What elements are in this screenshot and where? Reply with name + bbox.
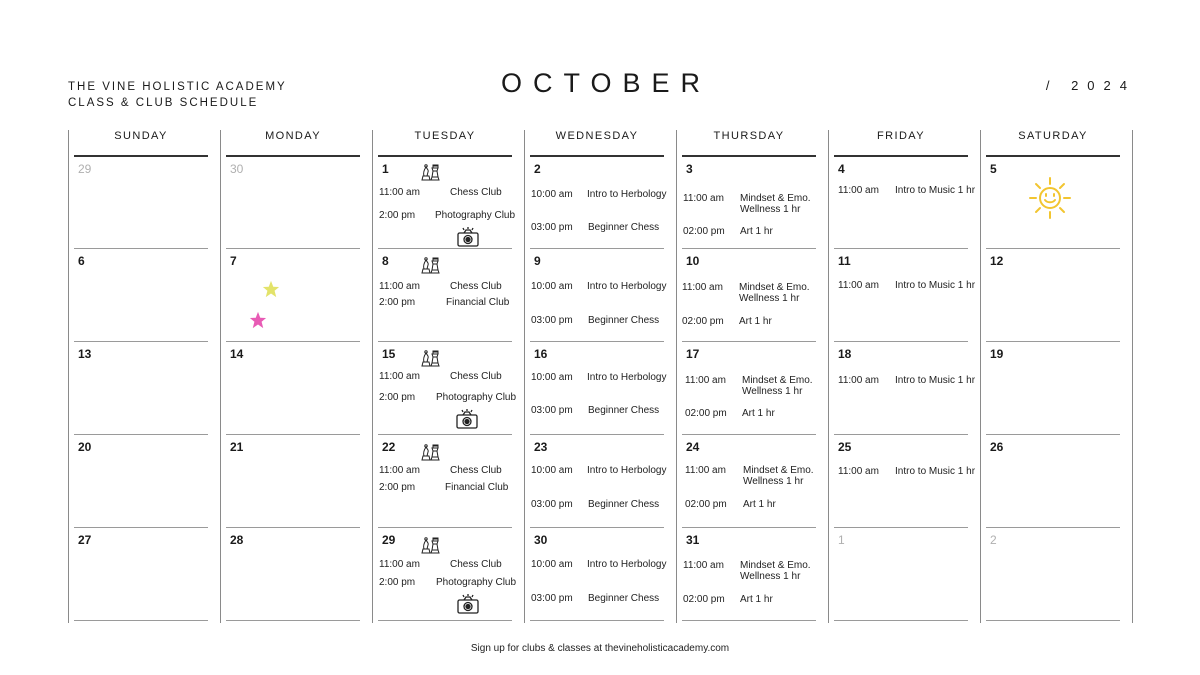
event-name[interactable]: Art 1 hr — [742, 408, 775, 419]
event-name[interactable]: Photography Club — [436, 392, 517, 403]
row-rule — [226, 620, 360, 621]
school-name: THE VINE HOLISTIC ACADEMY — [68, 81, 287, 93]
event-name[interactable]: Beginner Chess — [588, 499, 660, 510]
weekday-header: MONDAY — [265, 130, 321, 142]
event-name[interactable]: Art 1 hr — [743, 499, 776, 510]
header-rule — [378, 155, 512, 157]
day-number[interactable]: 23 — [534, 440, 548, 454]
weekday-header: THURSDAY — [713, 130, 785, 142]
event-time: 2:00 pm — [379, 482, 416, 493]
row-rule — [834, 527, 968, 528]
event-name[interactable]: Mindset & Emo. — [739, 282, 810, 293]
event-name[interactable]: Photography Club — [436, 577, 517, 588]
row-rule — [530, 527, 664, 528]
event-name[interactable]: Mindset & Emo. — [743, 465, 814, 476]
row-rule — [682, 248, 816, 249]
day-number[interactable]: 31 — [686, 533, 700, 547]
day-number[interactable]: 8 — [382, 254, 389, 268]
event-name[interactable]: Beginner Chess — [588, 405, 660, 416]
event-name[interactable]: Financial Club — [446, 297, 510, 308]
row-rule — [378, 248, 512, 249]
day-number[interactable]: 14 — [230, 347, 244, 361]
event-time: 10:00 am — [531, 372, 573, 383]
event-time: 10:00 am — [531, 465, 573, 476]
event-time: 11:00 am — [379, 187, 420, 198]
footer-text: Sign up for clubs & classes at thevineholisticacademy.com — [470, 643, 730, 654]
event-time: 03:00 pm — [531, 593, 573, 604]
star-icon — [262, 280, 280, 298]
day-number[interactable]: 22 — [382, 440, 396, 454]
day-number[interactable]: 25 — [838, 440, 852, 454]
chess-pieces-icon — [418, 159, 442, 183]
event-time: 02:00 pm — [682, 316, 724, 327]
event-name[interactable]: Wellness 1 hr — [742, 386, 803, 397]
header-rule — [530, 155, 664, 157]
event-time: 2:00 pm — [379, 392, 416, 403]
day-number[interactable]: 13 — [78, 347, 92, 361]
row-rule — [74, 527, 208, 528]
event-name[interactable]: Beginner Chess — [588, 593, 660, 604]
column-divider — [372, 130, 373, 623]
event-time: 10:00 am — [531, 189, 573, 200]
row-rule — [682, 434, 816, 435]
event-name[interactable]: Intro to Herbology — [587, 559, 667, 570]
event-time: 11:00 am — [838, 280, 879, 291]
day-number[interactable]: 5 — [990, 162, 997, 176]
header-rule — [834, 155, 968, 157]
event-time: 11:00 am — [685, 375, 726, 386]
chess-pieces-icon — [418, 532, 442, 556]
schedule-subtitle: CLASS & CLUB SCHEDULE — [68, 97, 259, 109]
column-divider — [68, 130, 69, 623]
column-divider — [676, 130, 677, 623]
row-rule — [986, 527, 1120, 528]
weekday-header: SUNDAY — [114, 130, 168, 142]
day-number[interactable]: 15 — [382, 347, 396, 361]
event-name[interactable]: Wellness 1 hr — [740, 571, 801, 582]
year-label: / 2024 — [1045, 78, 1136, 93]
event-name[interactable]: Mindset & Emo. — [740, 193, 811, 204]
event-time: 2:00 pm — [379, 210, 416, 221]
column-divider — [828, 130, 829, 623]
event-time: 11:00 am — [379, 465, 420, 476]
day-number[interactable]: 11 — [838, 254, 851, 268]
event-name[interactable]: Mindset & Emo. — [742, 375, 813, 386]
event-name[interactable]: Intro to Music 1 hr — [895, 280, 976, 291]
event-time: 02:00 pm — [685, 499, 727, 510]
weekday-header: FRIDAY — [877, 130, 925, 142]
header-rule — [986, 155, 1120, 157]
day-number[interactable]: 16 — [534, 347, 548, 361]
row-rule — [682, 341, 816, 342]
row-rule — [834, 620, 968, 621]
row-rule — [986, 248, 1120, 249]
row-rule — [986, 341, 1120, 342]
event-name[interactable]: Intro to Music 1 hr — [895, 185, 976, 196]
chess-pieces-icon — [418, 439, 442, 463]
event-name[interactable]: Wellness 1 hr — [739, 293, 800, 304]
event-time: 11:00 am — [838, 375, 879, 386]
chess-pieces-icon — [418, 252, 442, 276]
day-number[interactable]: 19 — [990, 347, 1004, 361]
day-number[interactable]: 24 — [686, 440, 700, 454]
weekday-header: SATURDAY — [1018, 130, 1088, 142]
camera-icon — [456, 593, 480, 615]
row-rule — [74, 341, 208, 342]
row-rule — [986, 434, 1120, 435]
row-rule — [530, 620, 664, 621]
column-divider — [524, 130, 525, 623]
day-number[interactable]: 2 — [534, 162, 541, 176]
day-number[interactable]: 3 — [686, 162, 693, 176]
column-divider — [980, 130, 981, 623]
event-time: 11:00 am — [379, 371, 420, 382]
event-name[interactable]: Art 1 hr — [740, 226, 773, 237]
day-number[interactable]: 21 — [230, 440, 244, 454]
event-time: 11:00 am — [379, 281, 420, 292]
day-number[interactable]: 17 — [686, 347, 700, 361]
weekday-header: WEDNESDAY — [555, 130, 639, 142]
day-number[interactable]: 6 — [78, 254, 85, 268]
header-rule — [226, 155, 360, 157]
day-number[interactable]: 1 — [382, 162, 389, 176]
column-divider — [1132, 130, 1133, 623]
event-name[interactable]: Wellness 1 hr — [740, 204, 801, 215]
event-time: 03:00 pm — [531, 222, 573, 233]
row-rule — [74, 248, 208, 249]
event-name[interactable]: Chess Club — [450, 465, 502, 476]
event-name[interactable]: Chess Club — [450, 281, 502, 292]
row-rule — [834, 341, 968, 342]
header-rule — [74, 155, 208, 157]
event-name[interactable]: Photography Club — [435, 210, 516, 221]
event-name[interactable]: Chess Club — [450, 187, 502, 198]
event-name[interactable]: Intro to Herbology — [587, 465, 667, 476]
row-rule — [530, 341, 664, 342]
day-number[interactable]: 30 — [230, 162, 244, 176]
camera-icon — [456, 226, 480, 248]
event-name[interactable]: Mindset & Emo. — [740, 560, 811, 571]
row-rule — [834, 434, 968, 435]
row-rule — [378, 620, 512, 621]
event-time: 02:00 pm — [685, 408, 727, 419]
row-rule — [226, 434, 360, 435]
event-time: 10:00 am — [531, 559, 573, 570]
row-rule — [378, 434, 512, 435]
row-rule — [530, 434, 664, 435]
row-rule — [682, 527, 816, 528]
day-number[interactable]: 4 — [838, 162, 845, 176]
day-number[interactable]: 30 — [534, 533, 548, 547]
event-time: 11:00 am — [379, 559, 420, 570]
row-rule — [74, 434, 208, 435]
event-time: 02:00 pm — [683, 594, 725, 605]
event-time: 03:00 pm — [531, 499, 573, 510]
day-number[interactable]: 18 — [838, 347, 852, 361]
event-time: 2:00 pm — [379, 297, 416, 308]
day-number[interactable]: 7 — [230, 254, 237, 268]
event-time: 11:00 am — [838, 466, 879, 477]
event-time: 2:00 pm — [379, 577, 416, 588]
event-time: 11:00 am — [683, 193, 724, 204]
event-time: 11:00 am — [838, 185, 879, 196]
event-name[interactable]: Chess Club — [450, 371, 502, 382]
row-rule — [834, 248, 968, 249]
event-time: 02:00 pm — [683, 226, 725, 237]
month-title: OCTOBER — [500, 68, 712, 98]
day-number[interactable]: 26 — [990, 440, 1004, 454]
day-number[interactable]: 12 — [990, 254, 1004, 268]
row-rule — [378, 341, 512, 342]
day-number[interactable]: 1 — [838, 533, 845, 547]
event-name[interactable]: Art 1 hr — [740, 594, 773, 605]
row-rule — [226, 248, 360, 249]
weekday-header: TUESDAY — [414, 130, 476, 142]
day-number[interactable]: 2 — [990, 533, 997, 547]
event-name[interactable]: Intro to Herbology — [587, 189, 667, 200]
event-time: 11:00 am — [682, 282, 723, 293]
event-time: 11:00 am — [683, 560, 724, 571]
event-name[interactable]: Art 1 hr — [739, 316, 772, 327]
event-time: 10:00 am — [531, 281, 573, 292]
event-name[interactable]: Intro to Music 1 hr — [895, 466, 976, 477]
row-rule — [530, 248, 664, 249]
day-number[interactable]: 9 — [534, 254, 541, 268]
row-rule — [986, 620, 1120, 621]
event-name[interactable]: Financial Club — [445, 482, 509, 493]
event-name[interactable]: Beginner Chess — [588, 315, 660, 326]
event-name[interactable]: Intro to Music 1 hr — [895, 375, 976, 386]
row-rule — [682, 620, 816, 621]
row-rule — [226, 341, 360, 342]
event-time: 03:00 pm — [531, 405, 573, 416]
camera-icon — [455, 408, 479, 430]
event-time: 03:00 pm — [531, 315, 573, 326]
sun-icon — [1024, 172, 1076, 224]
column-divider — [220, 130, 221, 623]
event-name[interactable]: Chess Club — [450, 559, 502, 570]
row-rule — [226, 527, 360, 528]
event-name[interactable]: Wellness 1 hr — [743, 476, 804, 487]
event-time: 11:00 am — [685, 465, 726, 476]
header-rule — [682, 155, 816, 157]
day-number[interactable]: 29 — [382, 533, 396, 547]
day-number[interactable]: 28 — [230, 533, 244, 547]
chess-pieces-icon — [418, 345, 442, 369]
row-rule — [74, 620, 208, 621]
event-name[interactable]: Beginner Chess — [588, 222, 660, 233]
event-name[interactable]: Intro to Herbology — [587, 281, 667, 292]
day-number[interactable]: 10 — [686, 254, 700, 268]
day-number[interactable]: 29 — [78, 162, 92, 176]
day-number[interactable]: 27 — [78, 533, 92, 547]
star-icon — [249, 311, 267, 329]
row-rule — [378, 527, 512, 528]
event-name[interactable]: Intro to Herbology — [587, 372, 667, 383]
day-number[interactable]: 20 — [78, 440, 92, 454]
